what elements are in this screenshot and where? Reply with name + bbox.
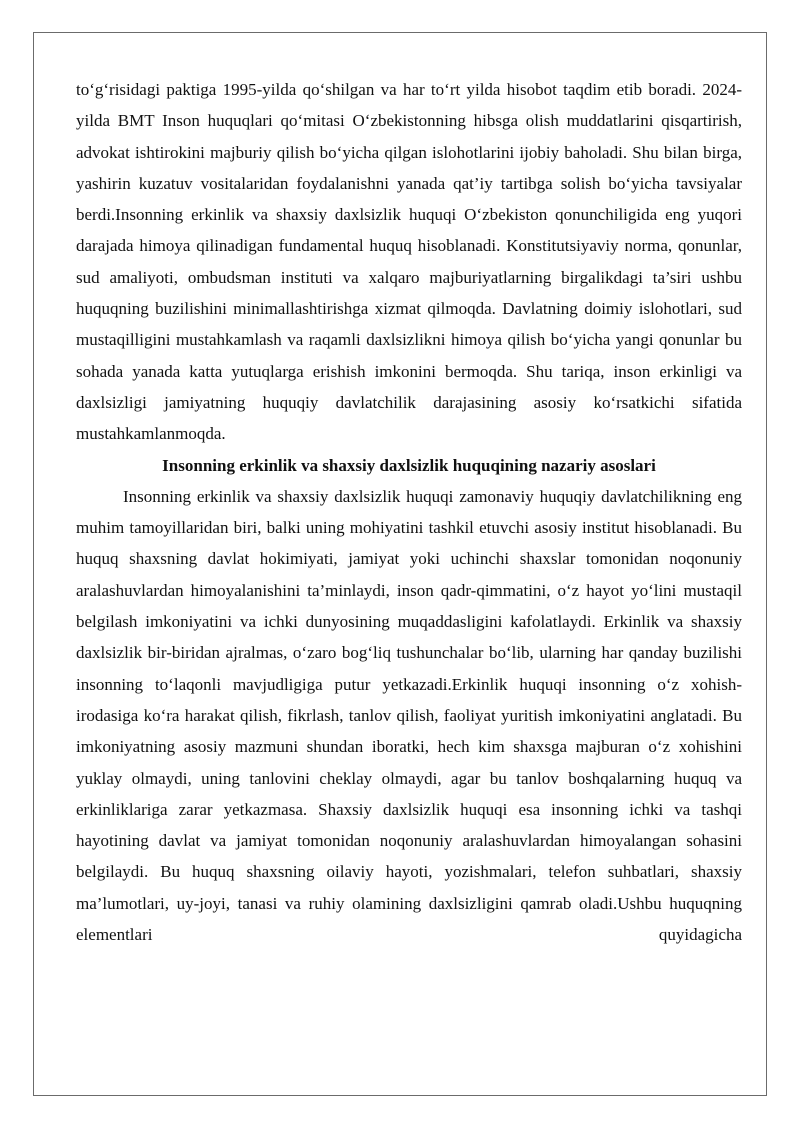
paragraph-2: Insonning erkinlik va shaxsiy daxlsizlik huquqi zamonaviy huquqiy davlatchilikning eng muhim tamoyillaridan biri, balki uning mohiyatini tashkil etuvchi asosiy institut hisoblanadi. Bu huquq shaxsning davlat hokimiyati, jamiyat yoki uchinchi shaxslar tomonidan noqonuniy aralashuvlardan himoyalanishini ta’minlaydi, inson qadr-qimmatini, o‘z hayot yo‘lini mustaqil belgilash imkoniyatini va ichki dunyosining muqaddasligini kafolatlaydi. Erkinlik va shaxsiy daxlsizlik bir-biridan ajralmas, o‘zaro bog‘liq tushunchalar bo‘lib, ularning har qanday buzilishi insonning to‘laqonli mavjudligiga putur yetkazadi.Erkinlik huquqi insonning o‘z xohish-irodasiga ko‘ra harakat qilish, fikrlash, tanlov qilish, faoliyat yuritish imkoniyatini anglatadi. Bu imkoniyatning asosiy mazmuni shundan iboratki, hech kim shaxsga majburan o‘z xohishini yuklay olmaydi, uning tanlovini cheklay olmaydi, agar bu tanlov boshqalarning huquq va erkinliklariga zarar yetkazmasa. Shaxsiy daxlsizlik huquqi esa insonning ichki va tashqi hayotining davlat va jamiyat tomonidan noqonuniy aralashuvlardan himoyalangan sohasini belgilaydi. Bu huquq shaxsning oilaviy hayoti, yozishmalari, telefon suhbatlari, shaxsiy ma’lumotlari, uy-joyi, tanasi va ruhiy olamining daxlsizligini qamrab oladi.Ushbu huquqning elementlari quyidagicha — [76, 486, 742, 945]
section-heading: Insonning erkinlik va shaxsiy daxlsizlik huquqining nazariy asoslari — [162, 455, 656, 475]
paragraph-1: to‘g‘risidagi paktiga 1995-yilda qo‘shilgan va har to‘rt yilda hisobot taqdim etib boradi. 2024-yilda BMT Inson huquqlari qo‘mitasi O‘zbekistonning hibsga olish muddatlarini qisqartirish, advokat ishtirokini majburiy qilish bo‘yicha qilgan islohotlarini ijobiy baholadi. Shu bilan birga, yashirin kuzatuv vositalaridan foydalanishni yanada qat’iy tartibga solish bo‘yicha tavsiyalar berdi.Insonning erkinlik va shaxsiy daxlsizlik huquqi O‘zbekiston qonunchiligida eng yuqori darajada himoya qilinadigan fundamental huquq hisoblanadi. Konstitutsiyaviy norma, qonunlar, sud amaliyoti, ombudsman instituti va xalqaro majburiyatlarning birgalikdagi ta’siri ushbu huquqning buzilishini minimallashtirishga xizmat qilmoqda. Davlatning doimiy islohotlari, sud mustaqilligini mustahkamlash va raqamli daxlsizlikni himoya qilish bo‘yicha yangi qonunlar bu sohada yanada katta yutuqlarga erishish imkonini bermoqda. Shu tariqa, inson erkinligi va daxlsizligi jamiyatning huquqiy davlatchilik darajasining asosiy ko‘rsatkichi sifatida mustahkamlanmoqda. — [76, 80, 742, 444]
document-body — [76, 74, 742, 950]
